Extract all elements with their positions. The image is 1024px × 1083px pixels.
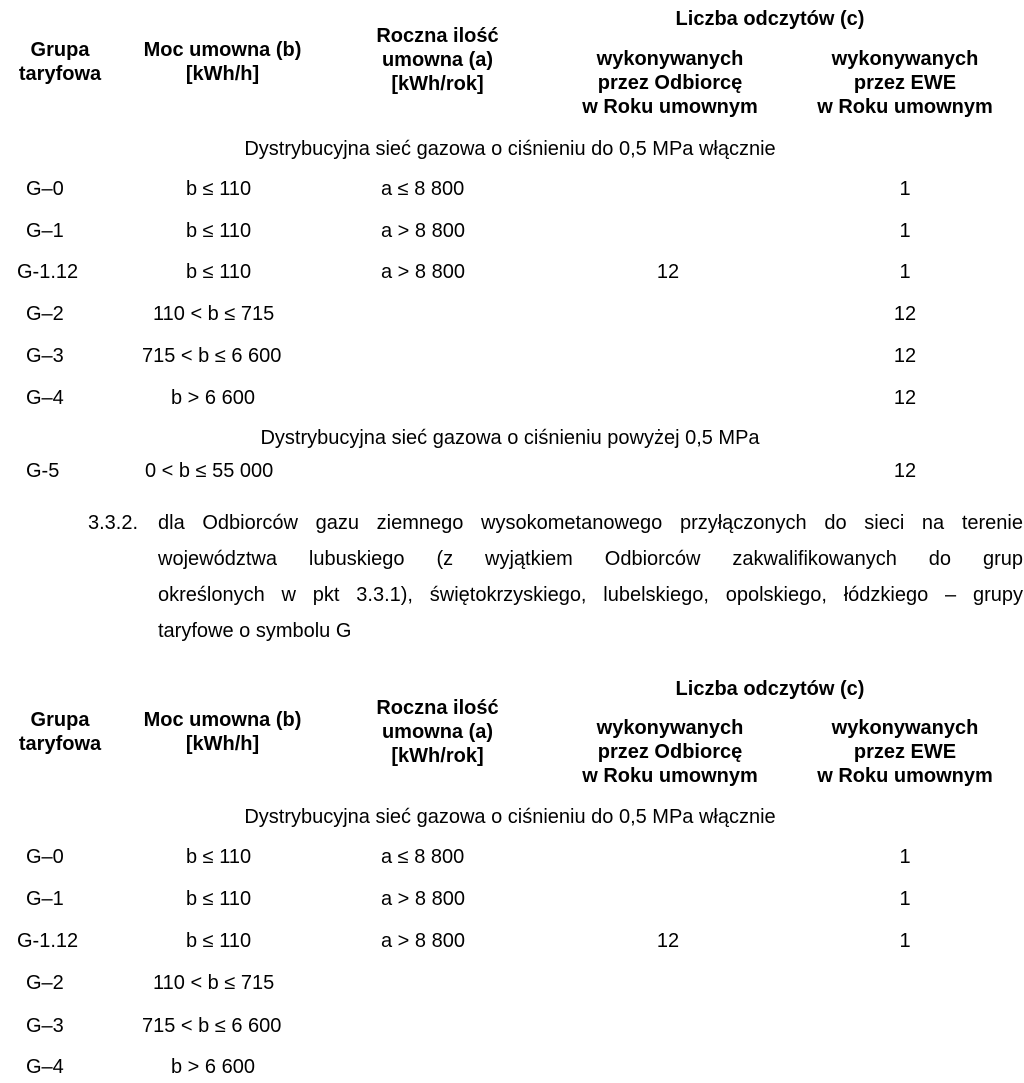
- header-roczna: [355, 24, 520, 96]
- header-moc: [120, 38, 325, 86]
- cell-grupa: G–4: [26, 1056, 64, 1078]
- cell-moc: b ≤ 110: [186, 220, 252, 242]
- header-moc-line2: [kWh/h]: [185, 733, 260, 755]
- header-moc: [120, 708, 325, 756]
- cell-grupa: G–0: [26, 846, 64, 868]
- header-moc-line1: Moc umowna (b): [143, 39, 302, 61]
- table2-section-title-low-pressure: Dystrybucyjna sieć gazowa o ciśnieniu do 0,5 MPa włącznie: [244, 806, 776, 828]
- cell-ewe: 1: [899, 846, 911, 868]
- cell-grupa: G–1: [26, 220, 64, 242]
- header-ewe-line1: wykonywanych: [831, 48, 979, 70]
- header-liczba: Liczba odczytów (c): [675, 678, 865, 700]
- cell-roczna: a ≤ 8 800: [381, 178, 465, 200]
- cell-grupa: G–2: [26, 972, 64, 994]
- cell-odbiorca: 12: [656, 261, 680, 283]
- header-grupa: [10, 708, 110, 756]
- header-roczna-line1: Roczna ilość: [376, 25, 499, 47]
- table1-section-title-high-pressure: Dystrybucyjna sieć gazowa o ciśnieniu powyżej 0,5 MPa: [260, 427, 760, 449]
- header-roczna-line2: umowna (a): [381, 721, 494, 743]
- header-odbiorca-line1: wykonywanych: [596, 48, 744, 70]
- cell-grupa: G–3: [26, 345, 64, 367]
- header-grupa-line1: Grupa: [30, 39, 90, 61]
- cell-moc: b ≤ 110: [186, 888, 252, 910]
- cell-ewe: 1: [899, 888, 911, 910]
- header-odbiorca-line3: w Roku umownym: [582, 765, 758, 787]
- header-grupa-line2: taryfowa: [18, 63, 102, 85]
- cell-moc: 110 < b ≤ 715: [153, 972, 275, 994]
- header-ewe-line3: w Roku umownym: [817, 96, 993, 118]
- paragraph-line: taryfowe o symbolu G: [158, 620, 352, 642]
- cell-ewe: 1: [899, 261, 911, 283]
- header-roczna-line3: [kWh/rok]: [391, 73, 484, 95]
- header-grupa-line1: Grupa: [30, 709, 90, 731]
- paragraph-line: dla Odbiorców gazu ziemnego wysokometanowego przyłączonych do sieci na terenie: [158, 512, 1023, 534]
- header-roczna-line1: Roczna ilość: [376, 697, 499, 719]
- cell-ewe: 1: [899, 930, 911, 952]
- header-odbiorca-line2: przez Odbiorcę: [597, 741, 743, 763]
- cell-ewe: 12: [893, 345, 917, 367]
- cell-roczna: a > 8 800: [381, 930, 465, 952]
- cell-moc: 0 < b ≤ 55 000: [145, 460, 274, 482]
- header-roczna-line3: [kWh/rok]: [391, 745, 484, 767]
- cell-grupa: G-1.12: [17, 261, 79, 283]
- header-odbiorca-line2: przez Odbiorcę: [597, 72, 743, 94]
- cell-ewe: 1: [899, 178, 911, 200]
- cell-odbiorca: 12: [656, 930, 680, 952]
- header-odbiorca-line3: w Roku umownym: [582, 96, 758, 118]
- cell-grupa: G-1.12: [17, 930, 79, 952]
- cell-grupa: G–0: [26, 178, 64, 200]
- header-ewe-line2: przez EWE: [853, 72, 957, 94]
- header-liczba: Liczba odczytów (c): [675, 8, 865, 30]
- header-moc-line2: [kWh/h]: [185, 63, 260, 85]
- header-ewe-line2: przez EWE: [853, 741, 957, 763]
- cell-grupa: G–4: [26, 387, 64, 409]
- cell-moc: b ≤ 110: [186, 178, 252, 200]
- header-grupa: [10, 38, 110, 86]
- paragraph-text: [158, 505, 1023, 649]
- header-grupa-line2: taryfowa: [18, 733, 102, 755]
- cell-roczna: a ≤ 8 800: [381, 846, 465, 868]
- cell-ewe: 12: [893, 387, 917, 409]
- header-moc-line1: Moc umowna (b): [143, 709, 302, 731]
- cell-grupa: G-5: [26, 460, 60, 482]
- cell-moc: 110 < b ≤ 715: [153, 303, 275, 325]
- cell-roczna: a > 8 800: [381, 261, 465, 283]
- cell-roczna: a > 8 800: [381, 220, 465, 242]
- header-roczna-line2: umowna (a): [381, 49, 494, 71]
- cell-moc: b ≤ 110: [186, 930, 252, 952]
- cell-ewe: 12: [893, 460, 917, 482]
- cell-moc: 715 < b ≤ 6 600: [142, 345, 282, 367]
- cell-grupa: G–2: [26, 303, 64, 325]
- header-ewe: [800, 716, 1010, 788]
- cell-moc: 715 < b ≤ 6 600: [142, 1015, 282, 1037]
- table1-section-title-low-pressure: Dystrybucyjna sieć gazowa o ciśnieniu do 0,5 MPa włącznie: [244, 138, 776, 160]
- cell-ewe: 1: [899, 220, 911, 242]
- header-odbiorca: [560, 716, 780, 788]
- header-ewe-line3: w Roku umownym: [817, 765, 993, 787]
- cell-moc: b > 6 600: [171, 1056, 255, 1078]
- cell-moc: b ≤ 110: [186, 261, 252, 283]
- cell-moc: b > 6 600: [171, 387, 255, 409]
- cell-grupa: G–1: [26, 888, 64, 910]
- cell-moc: b ≤ 110: [186, 846, 252, 868]
- header-odbiorca-line1: wykonywanych: [596, 717, 744, 739]
- header-ewe: [800, 47, 1010, 119]
- paragraph-line: określonych w pkt 3.3.1), świętokrzyskiego, lubelskiego, opolskiego, łódzkiego – grupy: [158, 584, 1023, 606]
- header-odbiorca: [560, 47, 780, 119]
- cell-roczna: a > 8 800: [381, 888, 465, 910]
- cell-ewe: 12: [893, 303, 917, 325]
- header-ewe-line1: wykonywanych: [831, 717, 979, 739]
- header-roczna: [355, 696, 520, 768]
- paragraph-number: 3.3.2.: [88, 512, 139, 534]
- cell-grupa: G–3: [26, 1015, 64, 1037]
- paragraph-line: województwa lubuskiego (z wyjątkiem Odbiorców zakwalifikowanych do grup: [158, 548, 1023, 570]
